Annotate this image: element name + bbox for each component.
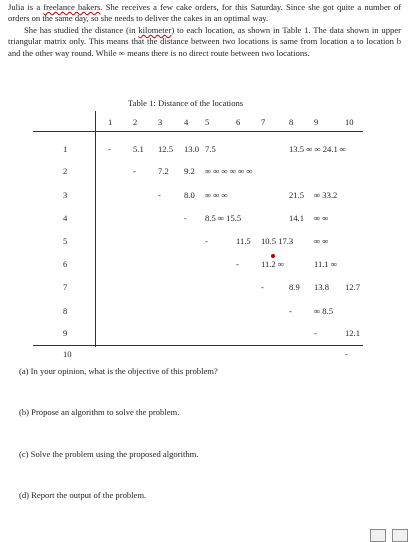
row-label: 9	[63, 328, 68, 338]
table-cell: ∞ ∞ ∞ ∞ ∞ ∞	[205, 166, 253, 176]
table-cell: 12.5	[158, 144, 174, 154]
table-cell: -	[108, 144, 111, 154]
column-header: 9	[314, 117, 319, 127]
table-bottom-rule	[33, 345, 363, 346]
table-cell: 8.9	[289, 282, 300, 292]
view-mode-bar	[370, 529, 408, 542]
row-label: 2	[63, 166, 68, 176]
table-cell: -	[184, 213, 187, 223]
table-cell: 11.5	[236, 236, 251, 246]
table-column-rule	[95, 111, 96, 347]
intro-paragraph-1: Julia is a freelance bakers. She receives a few cake orders, for this Saturday. Since she got quite a number of orders on the same day, so she needs to deliver the cakes in an optimal way.	[8, 2, 401, 24]
table-cell: ∞ 8.5	[314, 306, 334, 316]
table-cell: -	[133, 166, 136, 176]
column-header: 10	[345, 117, 354, 127]
table-cell: 12.7	[345, 282, 361, 292]
table-cell: 13.5 ∞ ∞ 24.1 ∞	[289, 144, 347, 154]
column-header: 1	[108, 117, 113, 127]
table-cell: 13.8	[314, 282, 330, 292]
table-cell: 5.1	[133, 144, 144, 154]
row-label: 7	[63, 282, 68, 292]
table-cell: -	[289, 306, 292, 316]
column-header: 4	[184, 117, 189, 127]
table-cell: 14.1	[289, 213, 305, 223]
table-cell: 7.5	[205, 144, 216, 154]
table-cell: 8.5 ∞ 15.5	[205, 213, 242, 223]
table-cell: 11.2 ∞	[261, 259, 284, 269]
question-b: (b) Propose an algorithm to solve the problem.	[19, 407, 180, 417]
table-cell: ∞ ∞	[314, 213, 329, 223]
column-header: 6	[236, 117, 241, 127]
table-cell: 10.5 17.3	[261, 236, 294, 246]
row-label: 6	[63, 259, 68, 269]
table-cell: ∞ ∞ ∞	[205, 190, 228, 200]
table-cell: 21.5	[289, 190, 305, 200]
column-header: 7	[261, 117, 266, 127]
table-cell: 8.0	[184, 190, 195, 200]
question-a: (a) In your opinion, what is the objective of this problem?	[19, 366, 218, 376]
print-layout-view-icon[interactable]	[370, 529, 386, 542]
table-cell: -	[236, 259, 239, 269]
cursor-marker	[271, 254, 275, 258]
table-cell: 12.1	[345, 328, 361, 338]
table-cell: -	[158, 190, 161, 200]
row-label: 3	[63, 190, 68, 200]
table-cell: -	[345, 349, 348, 359]
row-label: 1	[63, 144, 68, 154]
column-header: 2	[133, 117, 138, 127]
intro-text	[8, 2, 401, 59]
table-cell: 7.2	[158, 166, 169, 176]
spellcheck-word[interactable]: kilometer	[138, 24, 172, 35]
table-cell: 9.2	[184, 166, 195, 176]
row-label: 5	[63, 236, 68, 246]
table-cell: 11.1 ∞	[314, 259, 337, 269]
column-header: 3	[158, 117, 163, 127]
row-label: 4	[63, 213, 68, 223]
table-header-rule	[33, 131, 363, 132]
intro-paragraph-2: She has studied the distance (in kilometer) to each location, as shown in Table 1. The data shown in upper triangular matrix only. This means that the distance between two locations is same from location a to location b and the other way round. While ∞ means there is no direct route between two locations.	[8, 24, 402, 58]
table-cell: ∞ ∞	[314, 236, 329, 246]
table-caption: Table 1: Distance of the locations	[128, 98, 244, 108]
spellcheck-word[interactable]: freelance bakers	[43, 2, 101, 12]
table-cell: -	[314, 328, 317, 338]
question-c: (c) Solve the problem using the proposed algorithm.	[19, 449, 199, 459]
web-layout-view-icon[interactable]	[392, 529, 408, 542]
row-label: 10	[63, 349, 72, 359]
column-header: 8	[289, 117, 294, 127]
question-d: (d) Report the output of the problem.	[19, 490, 147, 500]
table-cell: -	[261, 282, 264, 292]
table-cell: -	[205, 236, 208, 246]
row-label: 8	[63, 306, 68, 316]
column-header: 5	[205, 117, 210, 127]
table-cell: ∞ 33.2	[314, 190, 338, 200]
table-cell: 13.0	[184, 144, 200, 154]
